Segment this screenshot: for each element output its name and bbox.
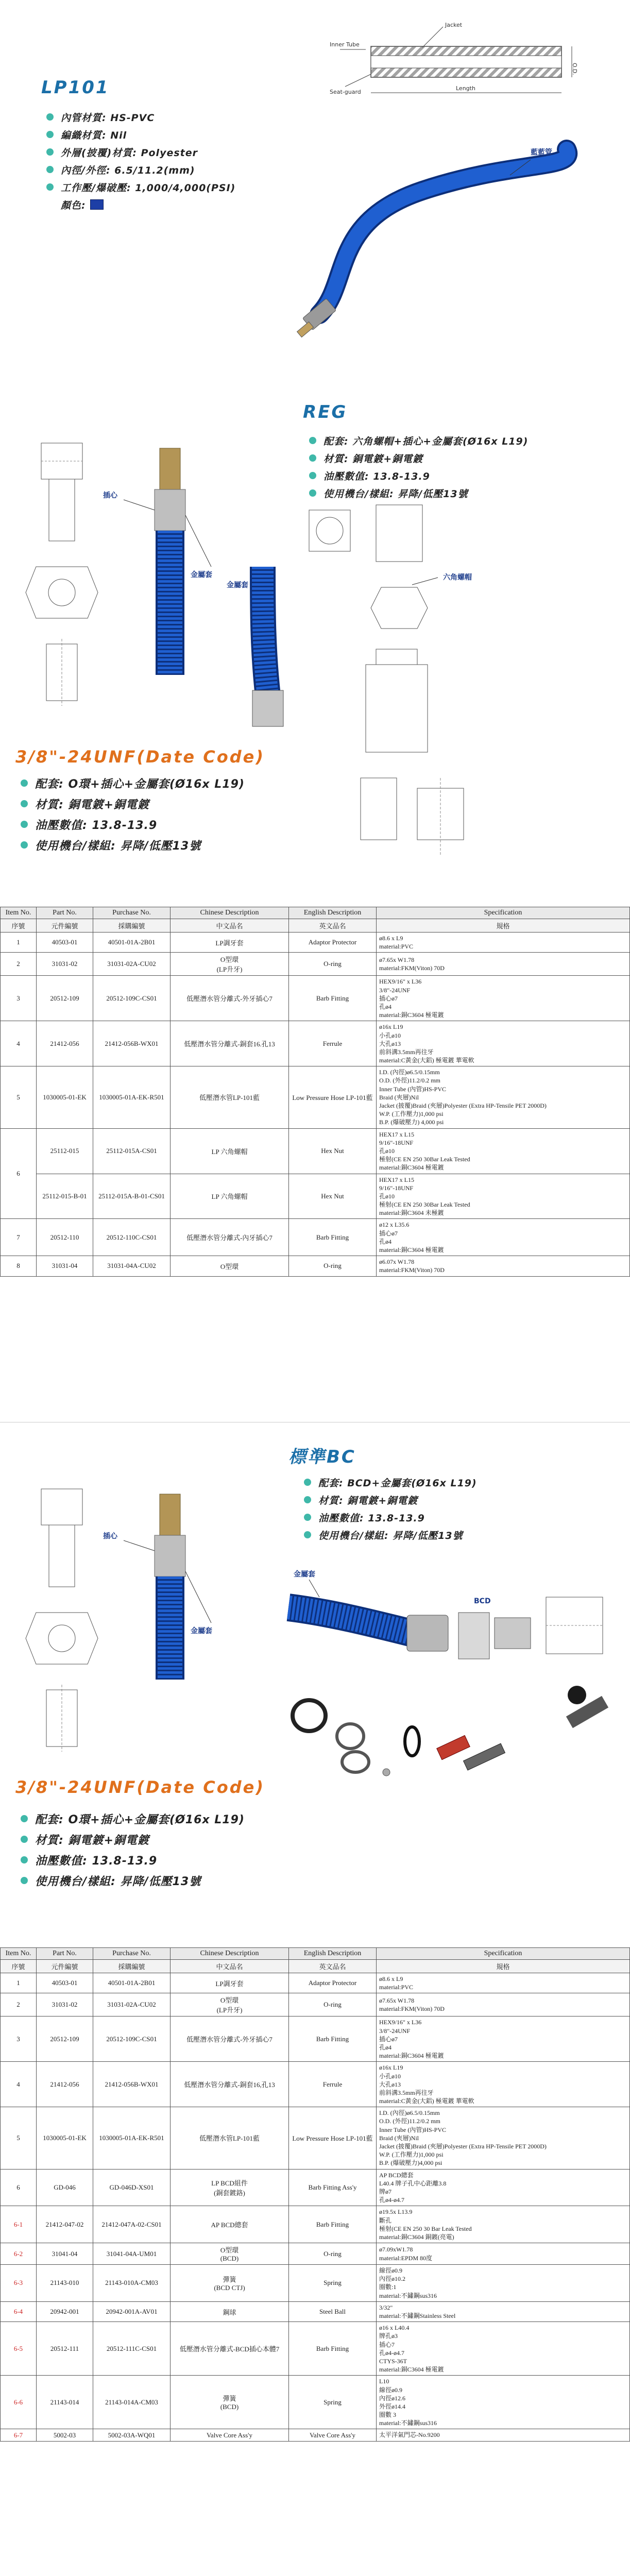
unf1-spec-item: 配套: O環+插心+金屬套(Ø16x L19) (21, 773, 245, 793)
bc-section (0, 1422, 630, 1803)
table-row (1, 2206, 630, 2243)
bullet-icon (46, 183, 54, 191)
spec-cell: AP BCD總套 L40.4 牌子孔中心距離3.8 牌ø7 孔ø4-ø4.7 (377, 2169, 630, 2206)
table-row (1, 2322, 630, 2376)
spec-cell: ø16x L19 小孔ø10 大孔ø13 前斜溝3.5mm再往牙 material:C黃金(大鋁) 極電鍍 華電軟 (377, 2062, 630, 2107)
sleeve-callout: 金屬套 (191, 571, 212, 579)
chinese-desc-cell: LP調牙套 (171, 933, 289, 953)
part-no-cell: 31041-04 (37, 2243, 93, 2265)
unf1-spec-item: 油壓數值: 13.8-13.9 (21, 814, 245, 835)
inner-tube-label: Inner Tube (330, 41, 360, 48)
item-no-cell: 6 (1, 1128, 37, 1219)
reg-title: REG (303, 402, 348, 422)
bullet-icon (21, 779, 28, 787)
bullet-icon (21, 1836, 28, 1843)
col-subheader: 規格 (377, 1960, 630, 1973)
lp101-section (0, 0, 630, 361)
spec-cell: ø8.6 x L9 material:PVC (377, 1973, 630, 1993)
bullet-icon (304, 1514, 311, 1521)
unf2-spec-item: 油壓數值: 13.8-13.9 (21, 1850, 245, 1870)
bc-spec-item: 使用機台/樣組: 昇降/低壓13號 (304, 1526, 477, 1544)
spec-cell: HEX9/16" x L36 3/8"-24UNF 插心ø7 孔ø4 material:銅C3604 極電鍍 (377, 976, 630, 1021)
spec-cell: ø8.6 x L9 material:PVC (377, 933, 630, 953)
purchase-no-cell: 25112-015A-B-01-CS01 (93, 1174, 171, 1219)
part-no-cell: 20512-110 (37, 1219, 93, 1256)
purchase-no-cell: GD-046D-XS01 (93, 2169, 171, 2206)
english-desc-cell: Barb Fitting (289, 976, 377, 1021)
table-row (1, 2301, 630, 2321)
item-no-cell: 1 (1, 933, 37, 953)
od-label: O.D. (571, 63, 578, 75)
lp101-spec-item: 編織材質: Nil (46, 126, 235, 143)
purchase-no-cell: 21143-014A-CM03 (93, 2376, 171, 2429)
spec-cell: I.D. (內徑)ø6.5/0.15mm O.D. (外徑)11.2/0.2 mm Inner Tube (內管)HS-PVC Braid (夾層)Nil Jacket (披覆)Braid (夾層)Polyester (Extra HP-Tensile PET 2000D) W.P. (工作壓力)1,000 psi B.P. (爆破壓力)4,000 psi (377, 2107, 630, 2169)
lp101-spec-item: 內徑/外徑: 6.5/11.2(mm) (46, 161, 235, 178)
part-no-cell: 21412-047-02 (37, 2206, 93, 2243)
purchase-no-cell: 20942-001A-AV01 (93, 2301, 171, 2321)
reg-spec-item: 使用機台/樣組: 昇降/低壓13號 (309, 484, 528, 502)
table-row (1, 1066, 630, 1128)
purchase-no-cell: 21412-056B-WX01 (93, 1021, 171, 1066)
spec-cell: I.D. (內徑)ø6.5/0.15mm O.D. (外徑)11.2/0.2 mm Inner Tube (內管)HS-PVC Braid (夾層)Nil Jacket (披覆)Braid (夾層)Polyester (Extra HP-Tensile PET 2000D) W.P. (工作壓力)1,000 psi B.P. (爆破壓力) 4,000 psi (377, 1066, 630, 1128)
chinese-desc-cell: LP 六角螺帽 (171, 1128, 289, 1174)
item-no-cell: 6-3 (1, 2265, 37, 2302)
purchase-no-cell: 21412-047A-02-CS01 (93, 2206, 171, 2243)
table-row (1, 1219, 630, 1256)
table-row (1, 2243, 630, 2265)
part-no-cell: 25112-015 (37, 1128, 93, 1174)
purchase-no-cell: 20512-110C-CS01 (93, 1219, 171, 1256)
col-subheader: 中文品名 (171, 1960, 289, 1973)
english-desc-cell: Ferrule (289, 1021, 377, 1066)
spec-cell: ø7.65x W1.78 material:FKM(Viton) 70D (377, 1993, 630, 2016)
english-desc-cell: O-ring (289, 953, 377, 976)
chinese-desc-cell: O型環 (171, 1256, 289, 1276)
part-no-cell: GD-046 (37, 2169, 93, 2206)
bullet-icon (21, 841, 28, 849)
nut-callout: 六角螺帽 (443, 573, 472, 582)
bc-spec-item: 配套: BCD+金屬套(Ø16x L19) (304, 1473, 477, 1491)
bullet-icon (21, 800, 28, 807)
lp101-spec-item: 工作壓/爆破壓: 1,000/4,000(PSI) (46, 178, 235, 196)
col-header: Chinese Description (171, 1948, 289, 1960)
english-desc-cell: Barb Fitting (289, 2322, 377, 2376)
length-label: Length (456, 85, 475, 92)
part-no-cell: 1030005-01-EK (37, 2107, 93, 2169)
chinese-desc-cell: 低壓潛水管分離式-外牙插心7 (171, 2016, 289, 2062)
english-desc-cell: Barb Fitting (289, 2016, 377, 2062)
table-subheader-row (1, 919, 630, 933)
table-row (1, 2169, 630, 2206)
spec-cell: ø7.09xW1.78 material:EPDM 80度 (377, 2243, 630, 2265)
sleeve-callout-2: 金屬套 (294, 1570, 315, 1579)
english-desc-cell: Barb Fitting Ass'y (289, 2169, 377, 2206)
item-no-cell: 6 (1, 2169, 37, 2206)
col-header: Purchase No. (93, 907, 171, 919)
col-header: Item No. (1, 1948, 37, 1960)
spec-cell: ø12 x L35.6 插心ø7 孔ø4 material:銅C3604 極電鍍 (377, 1219, 630, 1256)
bc-hose-photo (288, 1566, 453, 1710)
chinese-desc-cell: LP調牙套 (171, 1973, 289, 1993)
bcd-callout: BCD (474, 1597, 491, 1605)
chinese-desc-cell: 鋼球 (171, 2301, 289, 2321)
table-header-row (1, 1948, 630, 1960)
english-desc-cell: O-ring (289, 1993, 377, 2016)
unf2-spec-item: 材質: 銅電鍍+銅電鍍 (21, 1829, 245, 1850)
chinese-desc-cell: O型環 (LP升牙) (171, 953, 289, 976)
table-row (1, 1973, 630, 1993)
purchase-no-cell: 21143-010A-CM03 (93, 2265, 171, 2302)
item-no-cell: 6-2 (1, 2243, 37, 2265)
chinese-desc-cell: 低壓潛水管LP-101藍 (171, 2107, 289, 2169)
lp101-title: LP101 (41, 77, 110, 98)
part-no-cell: 20512-109 (37, 2016, 93, 2062)
col-header: Chinese Description (171, 907, 289, 919)
unf2-section (0, 1803, 630, 1917)
bullet-icon (46, 113, 54, 121)
col-subheader: 採購編號 (93, 919, 171, 933)
table-row (1, 953, 630, 976)
unf2-spec-item: 配套: O環+插心+金屬套(Ø16x L19) (21, 1808, 245, 1829)
english-desc-cell: Valve Core Ass'y (289, 2429, 377, 2441)
reg-section (0, 392, 630, 768)
reg-spec-item: 配套: 六角螺帽+插心+金屬套(Ø16x L19) (309, 432, 528, 449)
table-row (1, 2265, 630, 2302)
col-subheader: 英文品名 (289, 1960, 377, 1973)
spec-cell: 3/32" material:不鏽鋼Stainless Steel (377, 2301, 630, 2321)
purchase-no-cell: 21412-056B-WX01 (93, 2062, 171, 2107)
col-header: Purchase No. (93, 1948, 171, 1960)
part-no-cell: 21412-056 (37, 1021, 93, 1066)
item-no-cell: 6-5 (1, 2322, 37, 2376)
purchase-no-cell: 40501-01A-2B01 (93, 933, 171, 953)
parts-table-2 (0, 1947, 630, 2442)
english-desc-cell: Steel Ball (289, 2301, 377, 2321)
chinese-desc-cell: 低壓潛水管分離式-銅套16.孔13 (171, 1021, 289, 1066)
chinese-desc-cell: 彈簧 (BCD CTJ) (171, 2265, 289, 2302)
spec-cell: 太平洋氣門芯-No.9200 (377, 2429, 630, 2441)
spec-cell: ø6.07x W1.78 material:FKM(Viton) 70D (377, 1256, 630, 1276)
bc-components-photo (288, 1690, 525, 1803)
part-no-cell: 21143-014 (37, 2376, 93, 2429)
parts-table-1 (0, 907, 630, 1277)
part-no-cell: 31031-02 (37, 1993, 93, 2016)
purchase-no-cell: 40501-01A-2B01 (93, 1973, 171, 1993)
chinese-desc-cell: 低壓潛水管分離式-BCD插心本體7 (171, 2322, 289, 2376)
col-header: English Description (289, 907, 377, 919)
unf2-title: 3/8"-24UNF(Date Code) (15, 1777, 265, 1797)
purchase-no-cell: 1030005-01A-EK-R501 (93, 2107, 171, 2169)
item-no-cell: 6-1 (1, 2206, 37, 2243)
purchase-no-cell: 20512-109C-CS01 (93, 2016, 171, 2062)
unf2-spec-list (21, 1808, 245, 1891)
table-row (1, 2376, 630, 2429)
unf1-spec-list (21, 773, 245, 855)
part-no-cell: 21412-056 (37, 2062, 93, 2107)
english-desc-cell: Low Pressure Hose LP-101藍 (289, 2107, 377, 2169)
unf2-spec-item: 使用機台/樣組: 昇降/低壓13號 (21, 1870, 245, 1891)
lp101-spec-item: 外層(披覆)材質: Polyester (46, 143, 235, 161)
bullet-icon (304, 1496, 311, 1503)
bullet-icon (304, 1531, 311, 1538)
chinese-desc-cell: 低壓潛水管分離式-外牙插心7 (171, 976, 289, 1021)
item-no-cell: 8 (1, 1256, 37, 1276)
reg-spec-item: 材質: 銅電鍍+銅電鍍 (309, 449, 528, 467)
part-no-cell: 5002-03 (37, 2429, 93, 2441)
item-no-cell: 6-7 (1, 2429, 37, 2441)
item-no-cell: 5 (1, 1066, 37, 1128)
bullet-icon (309, 454, 316, 462)
spec-cell: ø16 x L40.4 牌孔ø3 插心7 孔ø4-ø4.7 CTYS-36T material:銅C3604 極電鍍 (377, 2322, 630, 2376)
sleeve-callout: 金屬套 (191, 1627, 212, 1635)
parts-table-2-body (1, 1973, 630, 2442)
purchase-no-cell: 31031-02A-CU02 (93, 953, 171, 976)
chinese-desc-cell: Valve Core Ass'y (171, 2429, 289, 2441)
spec-cell: HEX17 x L15 9/16"-18UNF 孔ø10 極射(CE EN 250 30Bar Leak Tested material:銅C3604 極電鍍 (377, 1128, 630, 1174)
spec-cell: ø16x L19 小孔ø10 大孔ø13 前斜溝3.5mm再往牙 material:C黃金(大鋁) 極電鍍 華電軟 (377, 1021, 630, 1066)
jacket-label: Jacket (445, 22, 463, 28)
english-desc-cell: O-ring (289, 1256, 377, 1276)
spec-cell: HEX9/16" x L36 3/8"-24UNF 插心ø7 孔ø4 material:銅C3604 極電鍍 (377, 2016, 630, 2062)
part-no-cell: 40503-01 (37, 933, 93, 953)
hose-callout: 藍藍管 (531, 148, 552, 157)
bullet-icon (21, 1815, 28, 1822)
table-row (1, 976, 630, 1021)
purchase-no-cell: 31031-02A-CU02 (93, 1993, 171, 2016)
part-no-cell: 20512-109 (37, 976, 93, 1021)
parts-table-1-body (1, 933, 630, 1277)
table-row (1, 1021, 630, 1066)
bullet-icon (21, 1856, 28, 1863)
purchase-no-cell: 31031-04A-CU02 (93, 1256, 171, 1276)
item-no-cell: 6-4 (1, 2301, 37, 2321)
unf1-spec-item: 材質: 銅電鍍+銅電鍍 (21, 793, 245, 814)
col-subheader: 序號 (1, 919, 37, 933)
col-subheader: 中文品名 (171, 919, 289, 933)
col-header: English Description (289, 1948, 377, 1960)
bullet-icon (46, 148, 54, 156)
purchase-no-cell: 20512-109C-CS01 (93, 976, 171, 1021)
bc-spec-item: 材質: 銅電鍍+銅電鍍 (304, 1491, 477, 1509)
part-no-cell: 25112-015-B-01 (37, 1174, 93, 1219)
bc-spec-item: 油壓數值: 13.8-13.9 (304, 1509, 477, 1526)
chinese-desc-cell: O型環 (BCD) (171, 2243, 289, 2265)
unf1-title: 3/8"-24UNF(Date Code) (15, 747, 265, 767)
purchase-no-cell: 20512-111C-CS01 (93, 2322, 171, 2376)
part-no-cell: 20942-001 (37, 2301, 93, 2321)
purchase-no-cell: 1030005-01A-EK-R501 (93, 1066, 171, 1128)
part-no-cell: 21143-010 (37, 2265, 93, 2302)
purchase-no-cell: 5002-03A-WQ01 (93, 2429, 171, 2441)
item-no-cell: 1 (1, 1973, 37, 1993)
chinese-desc-cell: 彈簧 (BCD) (171, 2376, 289, 2429)
bullet-icon (21, 821, 28, 828)
chinese-desc-cell: 低壓潛水管LP-101藍 (171, 1066, 289, 1128)
reg-hose-photo (227, 567, 319, 732)
bullet-icon (309, 437, 316, 444)
col-header: Specification (377, 1948, 630, 1960)
item-no-cell: 4 (1, 1021, 37, 1066)
chinese-desc-cell: O型環 (LP升牙) (171, 1993, 289, 2016)
hose-cross-section-diagram (330, 15, 598, 103)
english-desc-cell: Adaptor Protector (289, 1973, 377, 1993)
spec-cell: HEX17 x L15 9/16"-18UNF 孔ø10 極射(CE EN 250 30Bar Leak Tested material:銅C3604 未極鍍 (377, 1174, 630, 1219)
reg-spec-list (309, 432, 528, 502)
col-subheader: 序號 (1, 1960, 37, 1973)
bc-title: 標準BC (288, 1447, 356, 1467)
bullet-icon (21, 1877, 28, 1884)
table-row (1, 2062, 630, 2107)
reg-insert-photo (103, 443, 227, 680)
purchase-no-cell: 31041-04A-UM01 (93, 2243, 171, 2265)
table-row (1, 933, 630, 953)
table-header-row (1, 907, 630, 919)
lp101-spec-list (46, 108, 235, 213)
table-row (1, 1256, 630, 1276)
table-row (1, 2429, 630, 2441)
table-row (1, 2016, 630, 2062)
bullet-icon (304, 1479, 311, 1486)
english-desc-cell: Spring (289, 2376, 377, 2429)
col-header: Part No. (37, 907, 93, 919)
english-desc-cell: Hex Nut (289, 1174, 377, 1219)
chinese-desc-cell: LP BCD組件 (銅套鍍鉻) (171, 2169, 289, 2206)
bullet-icon (309, 472, 316, 479)
purchase-no-cell: 25112-015A-CS01 (93, 1128, 171, 1174)
col-subheader: 元件編號 (37, 919, 93, 933)
english-desc-cell: O-ring (289, 2243, 377, 2265)
english-desc-cell: Spring (289, 2265, 377, 2302)
reg-nut-drawing (304, 495, 448, 762)
chinese-desc-cell: LP 六角螺帽 (171, 1174, 289, 1219)
item-no-cell: 2 (1, 1993, 37, 2016)
table-row (1, 2107, 630, 2169)
english-desc-cell: Barb Fitting (289, 2206, 377, 2243)
bc-spec-list (304, 1473, 477, 1544)
english-desc-cell: Hex Nut (289, 1128, 377, 1174)
col-header: Part No. (37, 1948, 93, 1960)
seat-guard-label: Seat-guard (330, 89, 361, 95)
col-header: Specification (377, 907, 630, 919)
unf1-section (0, 768, 630, 871)
bullet-icon (46, 131, 54, 138)
english-desc-cell: Adaptor Protector (289, 933, 377, 953)
sleeve-callout-2: 金屬套 (227, 581, 248, 589)
col-subheader: 規格 (377, 919, 630, 933)
item-no-cell: 5 (1, 2107, 37, 2169)
english-desc-cell: Ferrule (289, 2062, 377, 2107)
part-no-cell: 1030005-01-EK (37, 1066, 93, 1128)
spec-cell: ø7.65x W1.78 material:FKM(Viton) 70D (377, 953, 630, 976)
col-subheader: 元件編號 (37, 1960, 93, 1973)
item-no-cell: 3 (1, 976, 37, 1021)
item-no-cell: 6-6 (1, 2376, 37, 2429)
item-no-cell: 4 (1, 2062, 37, 2107)
spec-cell: ø19.5x L13.9 斷孔 極射(CE EN 250 30 Bar Leak Tested material:銅C3604 銅鍍(亮電) (377, 2206, 630, 2243)
insert-callout: 插心 (103, 492, 117, 500)
part-no-cell: 31031-04 (37, 1256, 93, 1276)
reg-nut-callout-svg (443, 569, 546, 590)
chinese-desc-cell: 低壓潛水管分離式-銅套16,孔13 (171, 2062, 289, 2107)
table-row (1, 1993, 630, 2016)
insert-callout: 插心 (103, 1532, 117, 1540)
part-no-cell: 31031-02 (37, 953, 93, 976)
bullet-icon (46, 166, 54, 173)
english-desc-cell: Low Pressure Hose LP-101藍 (289, 1066, 377, 1128)
color-swatch (90, 199, 104, 210)
spec-cell: L10 線徑ø0.9 內徑ø12.6 外徑ø14.4 圈數 3 material:不鏽鋼sus316 (377, 2376, 630, 2429)
lp101-color-item: 顏色: (46, 196, 235, 213)
unf1-drawing (350, 768, 484, 860)
col-subheader: 採購編號 (93, 1960, 171, 1973)
bc-insert-photo (103, 1489, 227, 1685)
item-no-cell: 2 (1, 953, 37, 976)
chinese-desc-cell: 低壓潛水管分離式-內牙插心7 (171, 1219, 289, 1256)
table-row (1, 1128, 630, 1174)
chinese-desc-cell: AP BCD總套 (171, 2206, 289, 2243)
part-no-cell: 40503-01 (37, 1973, 93, 1993)
spec-cell: 線徑ø0.9 內徑ø10.2 圈數:1 material:不鏽鋼sus316 (377, 2265, 630, 2302)
lp101-hose-image (288, 129, 598, 325)
reg-spec-item: 油壓數值: 13.8-13.9 (309, 467, 528, 484)
item-no-cell: 7 (1, 1219, 37, 1256)
item-no-cell: 3 (1, 2016, 37, 2062)
unf1-spec-item: 使用機台/樣組: 昇降/低壓13號 (21, 835, 245, 855)
lp101-spec-item: 內管材質: HS-PVC (46, 108, 235, 126)
col-subheader: 英文品名 (289, 919, 377, 933)
col-header: Item No. (1, 907, 37, 919)
part-no-cell: 20512-111 (37, 2322, 93, 2376)
table-row (1, 1174, 630, 1219)
table-subheader-row (1, 1960, 630, 1973)
english-desc-cell: Barb Fitting (289, 1219, 377, 1256)
